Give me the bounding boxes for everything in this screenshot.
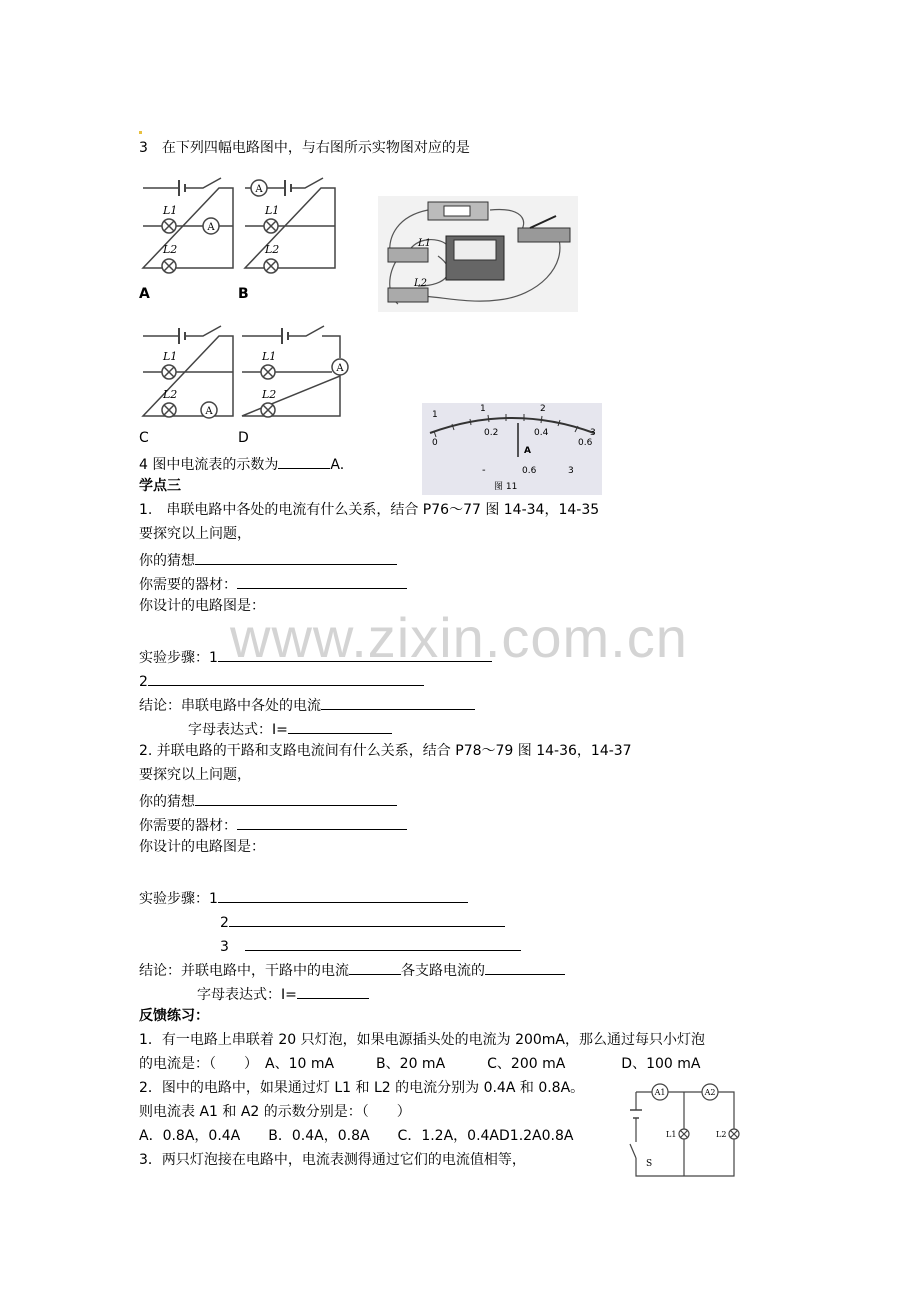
svg-text:0.6: 0.6: [578, 438, 593, 448]
s3-design-2: 你设计的电路图是：: [139, 839, 265, 855]
s3-explore-2: 要探究以上问题，: [139, 767, 251, 783]
svg-text:3: 3: [568, 466, 574, 476]
fb-p1b: 的电流是：（ ） A、10 mA B、20 mA C、200 mA D、100 mA: [139, 1056, 701, 1072]
s3-steps-1: 实验步骤：1: [139, 645, 492, 668]
section-heading: 学点三: [139, 478, 181, 494]
circuit-diagram-c: [139, 318, 235, 426]
svg-text:L1: L1: [262, 350, 277, 363]
s3-guess-1: 你的猜想: [139, 548, 397, 571]
svg-text:L1: L1: [265, 204, 280, 217]
label-a: A: [139, 286, 150, 302]
svg-text:L1: L1: [666, 1130, 677, 1139]
feedback-heading: 反馈练习：: [139, 1008, 209, 1024]
svg-text:L2: L2: [163, 243, 178, 256]
svg-text:A: A: [524, 446, 531, 456]
svg-text:L2: L2: [265, 243, 280, 256]
circuit-diagram-d: [238, 318, 354, 426]
s3-q2: 2. 并联电路的干路和支路电流间有什么关系，结合 P78～79 图 14-36，14-37: [139, 743, 632, 759]
s3-equip-2: 你需要的器材：: [139, 813, 407, 836]
circuit-diagram-b: [241, 170, 337, 276]
s3-conclusion-1: 结论：串联电路中各处的电流: [139, 693, 475, 716]
q4-blank[interactable]: [278, 452, 330, 469]
svg-text:0.6: 0.6: [522, 466, 537, 476]
conclusion2a-blank[interactable]: [349, 958, 401, 975]
equip2-blank[interactable]: [237, 813, 407, 830]
s3-step3-2: 3: [220, 934, 521, 957]
svg-text:L1: L1: [163, 204, 178, 217]
fb-p2b: 则电流表 A1 和 A2 的示数分别是：（ ）: [139, 1104, 411, 1120]
fb-p3: 3．两只灯泡接在电路中，电流表测得通过它们的电流值相等，: [139, 1152, 526, 1168]
svg-text:A: A: [255, 184, 263, 195]
s3-design-1: 你设计的电路图是：: [139, 598, 265, 614]
svg-text:L1: L1: [163, 350, 178, 363]
svg-text:0.4: 0.4: [534, 428, 549, 438]
step3b-blank[interactable]: [245, 934, 521, 951]
q3-title: 3 在下列四幅电路图中，与右图所示实物图对应的是: [139, 140, 470, 156]
svg-text:1: 1: [480, 404, 486, 414]
s3-step2-2: 2: [220, 910, 505, 933]
svg-text:0.2: 0.2: [484, 428, 499, 438]
svg-text:图 11: 图 11: [494, 482, 518, 492]
formula2-blank[interactable]: [297, 982, 369, 999]
s3-q1: 1. 串联电路中各处的电流有什么关系，结合 P76～77 图 14-34，14-35: [139, 502, 600, 518]
svg-text:S: S: [646, 1159, 653, 1169]
svg-text:A: A: [336, 363, 344, 374]
s3-guess-2: 你的猜想: [139, 789, 397, 812]
circuit-diagram-a: [139, 170, 235, 276]
s3-equip-1: 你需要的器材：: [139, 572, 407, 595]
label-d: D: [238, 430, 249, 446]
conclusion2b-blank[interactable]: [485, 958, 565, 975]
step2b-blank[interactable]: [229, 910, 505, 927]
guess-blank[interactable]: [195, 548, 397, 565]
guess2-blank[interactable]: [195, 789, 397, 806]
s3-conclusion-2: 结论：并联电路中，干路中的电流 各支路电流的: [139, 958, 565, 981]
svg-text:L2: L2: [163, 388, 178, 401]
feedback-circuit: [626, 1082, 742, 1180]
apparatus-photo: [378, 196, 578, 312]
ammeter-label: A: [207, 222, 215, 233]
step1-blank[interactable]: [218, 645, 492, 662]
equip-blank[interactable]: [237, 572, 407, 589]
s3-steps-2: 实验步骤：1: [139, 886, 468, 909]
label-c: C: [139, 430, 149, 446]
s3-formula-2: 字母表达式：I=: [197, 982, 369, 1005]
ammeter-figure: [422, 403, 602, 495]
step1b-blank[interactable]: [218, 886, 468, 903]
conclusion1-blank[interactable]: [321, 693, 475, 710]
svg-text:L1: L1: [418, 238, 432, 249]
svg-text:A2: A2: [704, 1088, 716, 1097]
s3-step2-1: 2: [139, 669, 424, 692]
fb-p1a: 1．有一电路上串联着 20 只灯泡，如果电源插头处的电流为 200mA，那么通过每只小灯泡: [139, 1032, 706, 1048]
formula1-blank[interactable]: [288, 717, 392, 734]
svg-text:-: -: [482, 465, 486, 476]
step2-blank[interactable]: [148, 669, 424, 686]
q4-line: 4 图中电流表的示数为 A.: [139, 452, 344, 475]
svg-text:0: 0: [432, 438, 438, 448]
marker-dot: [139, 131, 142, 134]
label-b: B: [238, 286, 249, 302]
fb-p2c: A．0.8A，0.4A B．0.4A，0.8A C．1.2A，0.4AD1.2A0.8A: [139, 1128, 574, 1144]
svg-text:A: A: [205, 406, 213, 417]
watermark: www.zixin.com.cn: [230, 606, 688, 669]
s3-explore-1: 要探究以上问题，: [139, 526, 251, 542]
svg-text:L2: L2: [262, 388, 277, 401]
svg-text:A1: A1: [654, 1088, 666, 1097]
svg-text:3: 3: [590, 428, 596, 438]
fb-p2a: 2．图中的电路中，如果通过灯 L1 和 L2 的电流分别为 0.4A 和 0.8A。: [139, 1080, 585, 1096]
svg-text:L2: L2: [414, 278, 428, 289]
s3-formula-1: 字母表达式：I=: [188, 717, 392, 740]
svg-text:1: 1: [432, 410, 438, 420]
svg-text:L2: L2: [716, 1130, 727, 1139]
svg-text:2: 2: [540, 404, 546, 414]
